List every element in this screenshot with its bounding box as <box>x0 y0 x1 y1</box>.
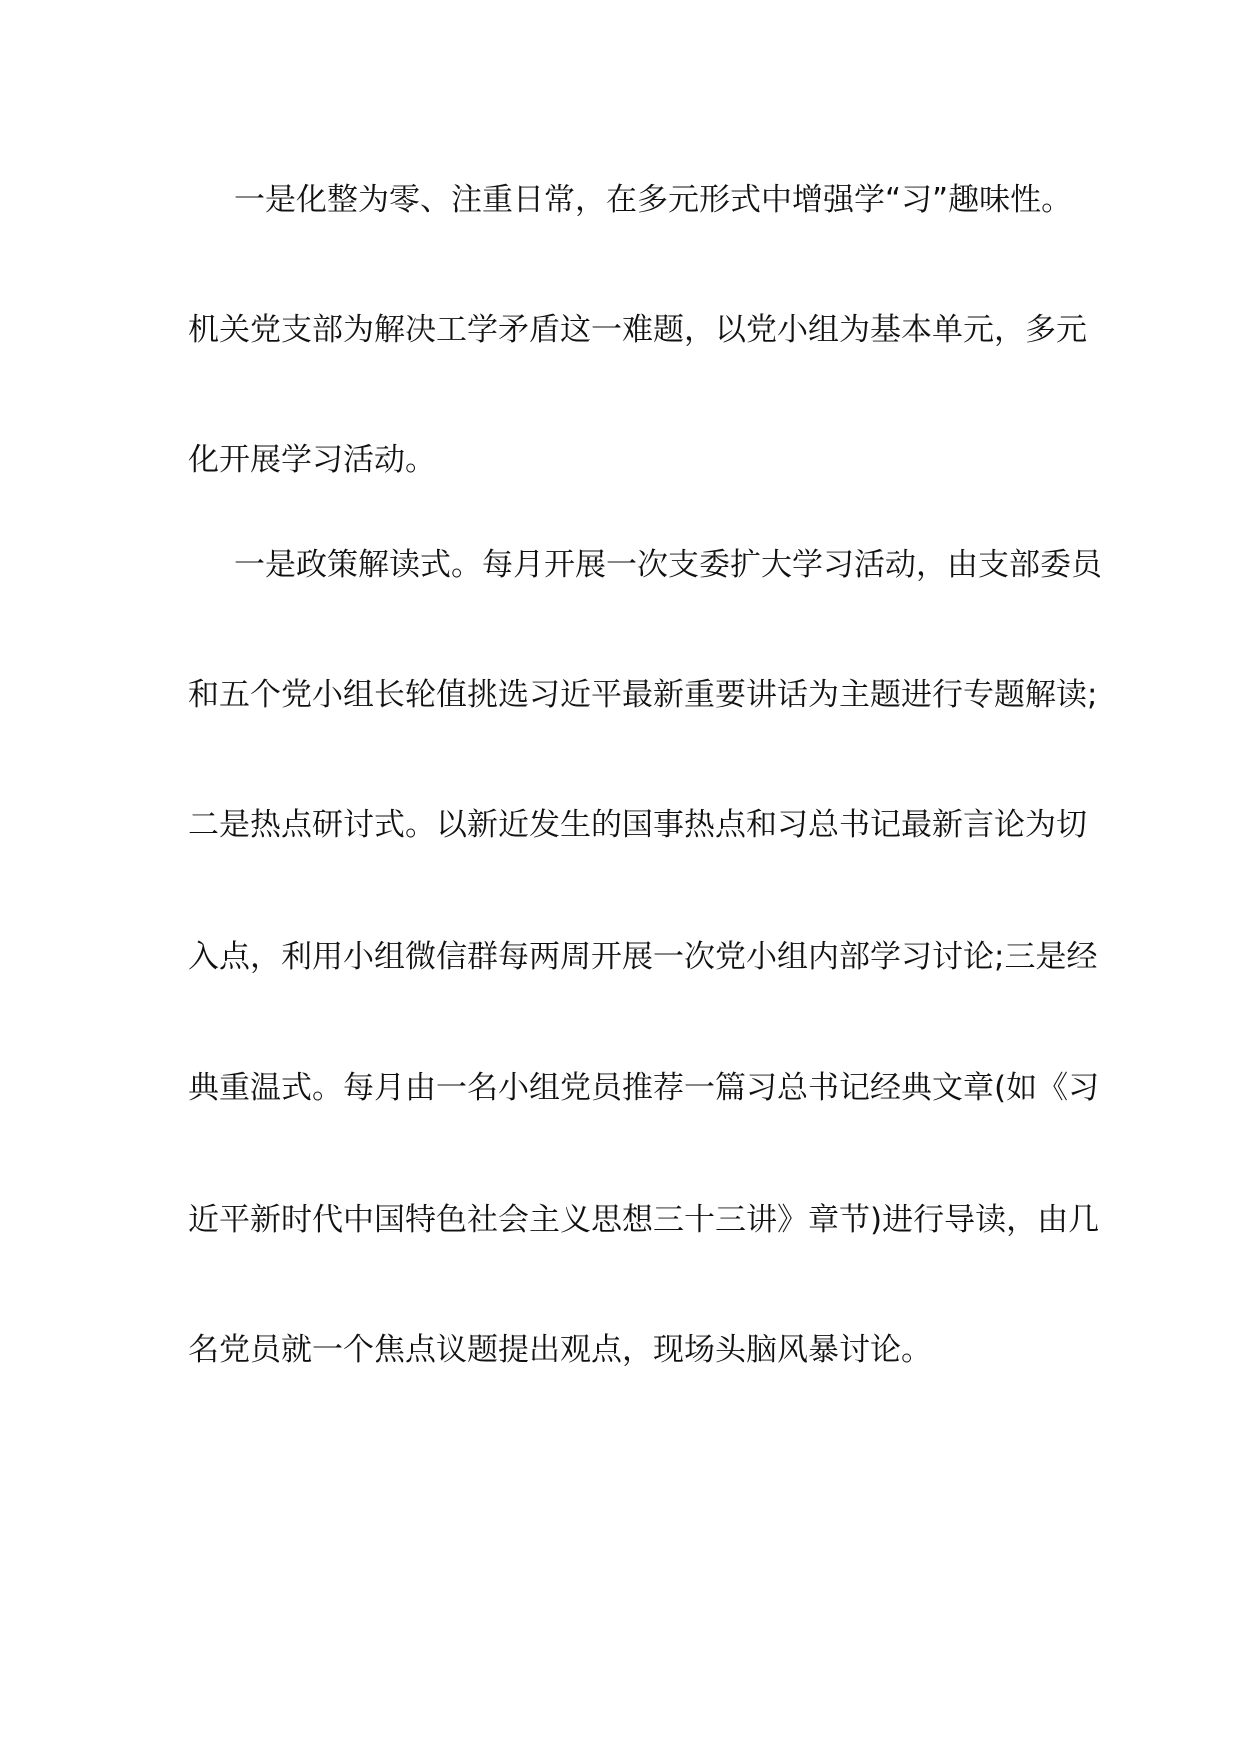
paragraph-2-line-7: 名党员就一个焦点议题提出观点，现场头脑风暴讨论。 <box>188 1332 932 1368</box>
paragraph-2-line-2: 和五个党小组长轮值挑选习近平最新重要讲话为主题进行专题解读; <box>188 677 1098 713</box>
paragraph-1-line-2: 机关党支部为解决工学矛盾这一难题，以党小组为基本单元，多元 <box>188 312 1087 348</box>
paragraph-2-line-3: 二是热点研讨式。以新近发生的国事热点和习总书记最新言论为切 <box>188 807 1087 843</box>
paragraph-2-line-1: 一是政策解读式。每月开展一次支委扩大学习活动，由支部委员 <box>234 547 1102 583</box>
paragraph-2-line-6: 近平新时代中国特色社会主义思想三十三讲》章节)进行导读，由几 <box>188 1202 1100 1238</box>
paragraph-1-line-1: 一是化整为零、注重日常，在多元形式中增强学“习”趣味性。 <box>234 182 1073 218</box>
paragraph-2-line-4: 入点，利用小组微信群每两周开展一次党小组内部学习讨论;三是经 <box>188 939 1098 975</box>
paragraph-2-line-5: 典重温式。每月由一名小组党员推荐一篇习总书记经典文章(如《习 <box>188 1070 1100 1106</box>
paragraph-1-line-3: 化开展学习活动。 <box>188 442 436 478</box>
